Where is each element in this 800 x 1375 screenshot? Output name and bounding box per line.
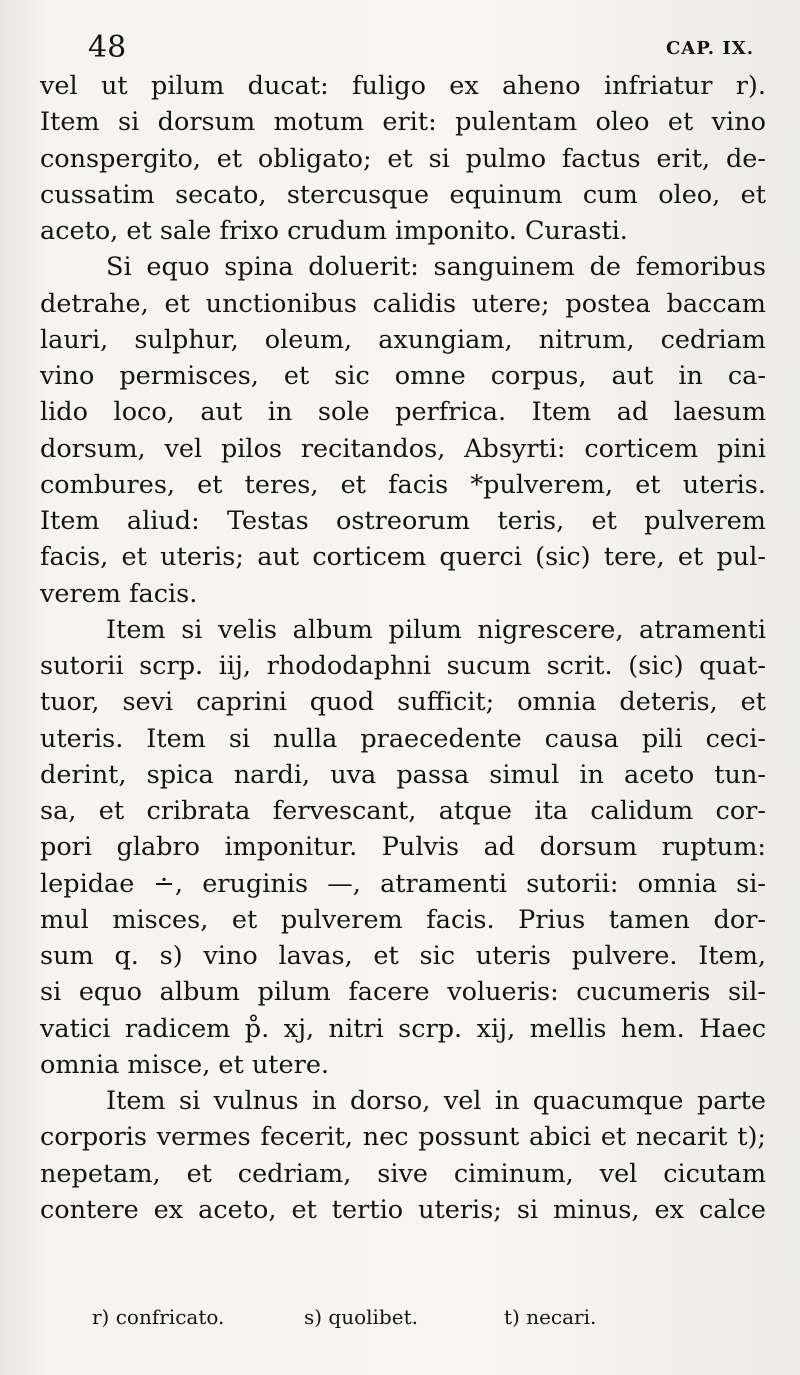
text-line: verem facis.	[40, 578, 198, 609]
text-line: uteris. Item si nulla praecedente causa pili ceci-	[40, 723, 766, 754]
text-line: sutorii scrp. iij, rhododaphni sucum scrit. (sic) quat-	[40, 651, 766, 681]
text-line: derint, spica nardi, uva passa simul in aceto tun-	[40, 759, 766, 790]
chapter-heading: CAP. IX.	[665, 38, 754, 59]
text-line: mul misces, et pulverem facis. Prius tamen dor-	[40, 904, 766, 935]
text-line: lauri, sulphur, oleum, axungiam, nitrum, cedriam	[40, 324, 766, 355]
text-line: nepetam, et cedriam, sive ciminum, vel cicutam	[40, 1158, 766, 1189]
page-number: 48	[88, 30, 127, 65]
text-line: Item aliud: Testas ostreorum teris, et pulverem	[40, 506, 766, 536]
text-line: corporis vermes fecerit, nec possunt abici et necarit t);	[40, 1122, 766, 1153]
text-line: combures, et teres, et facis *pulverem, et uteris.	[40, 469, 766, 500]
text-line: Item si dorsum motum erit: pulentam oleo et vino	[40, 107, 766, 138]
text-line: lido loco, aut in sole perfrica. Item ad laesum	[40, 397, 766, 428]
text-line: vatici radicem p̊. xj, nitri scrp. xij, mellis hem. Haec	[40, 1013, 766, 1044]
text-line: facis, et uteris; aut corticem querci (sic) tere, et pul-	[40, 542, 766, 573]
running-header	[88, 30, 754, 70]
text-line: sa, et cribrata fervescant, atque ita calidum cor-	[40, 796, 766, 826]
text-line: detrahe, et unctionibus calidis utere; postea baccam	[40, 288, 766, 319]
text-line: Si equo spina doluerit: sanguinem de femoribus	[106, 252, 766, 283]
text-line: si equo album pilum facere volueris: cucumeris sil-	[40, 977, 766, 1008]
text-line: lepidae ∸, eruginis —, atramenti sutorii: omnia si-	[40, 868, 766, 899]
text-line: conspergito, et obligato; et si pulmo factus erit, de-	[40, 143, 766, 174]
text-line: omnia misce, et utere.	[40, 1049, 330, 1080]
text-line: cussatim secato, stercusque equinum cum oleo, et	[40, 179, 766, 210]
text-line: vel ut pilum ducat: fuligo ex aheno infriatur r).	[40, 71, 766, 101]
footnote-s: s) quolibet.	[304, 1305, 418, 1329]
footnote-r: r) confricato.	[92, 1305, 225, 1329]
text-line: vino permisces, et sic omne corpus, aut in ca-	[40, 361, 766, 391]
text-line: contere ex aceto, et tertio uteris; si minus, ex calce	[40, 1194, 766, 1225]
text-line: dorsum, vel pilos recitandos, Absyrti: corticem pini	[40, 433, 766, 464]
footnote-t: t) necari.	[504, 1305, 597, 1329]
text-line: Item si vulnus in dorso, vel in quacumque parte	[106, 1086, 766, 1116]
text-line: Item si velis album pilum nigrescere, atramenti	[106, 614, 766, 645]
text-line: sum q. s) vino lavas, et sic uteris pulvere. Item,	[40, 941, 766, 971]
text-line: aceto, et sale frixo crudum imponito. Curasti.	[40, 216, 628, 246]
text-line: tuor, sevi caprini quod sufficit; omnia deteris, et	[40, 687, 766, 718]
main-text	[40, 68, 766, 1228]
text-line: pori glabro imponitur. Pulvis ad dorsum ruptum:	[40, 832, 766, 863]
